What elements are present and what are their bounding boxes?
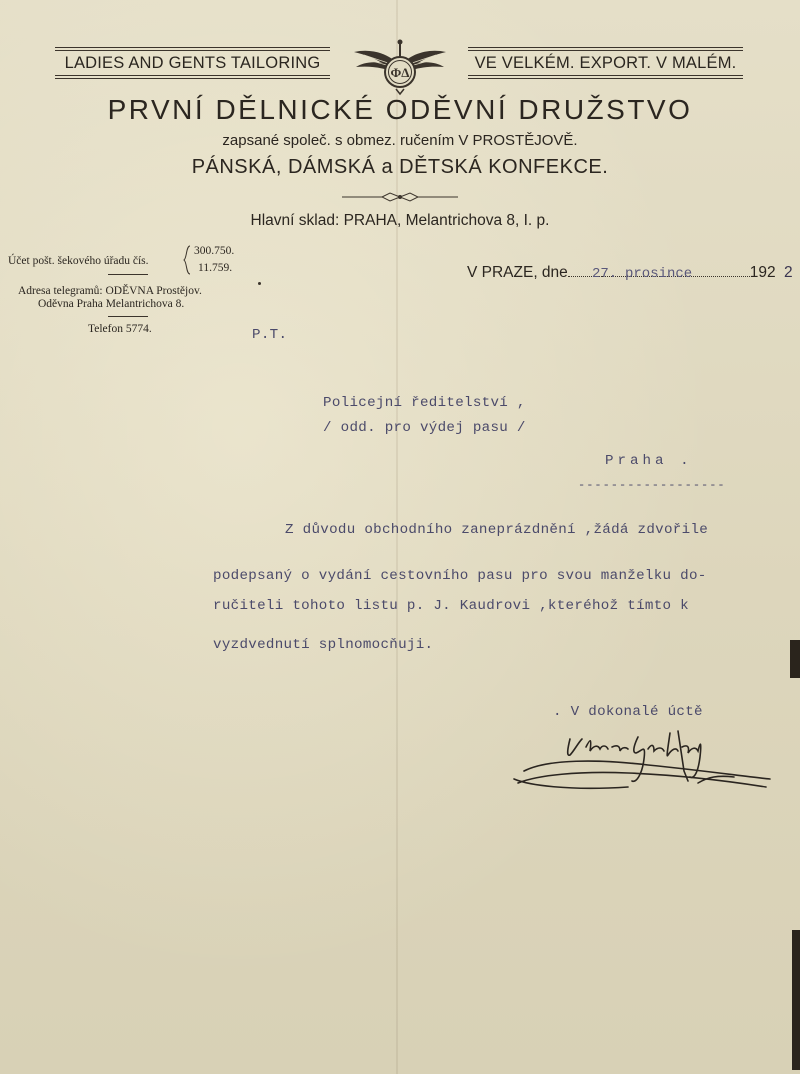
recipient-line-1: Policejní ředitelství ,	[323, 395, 526, 411]
telegram-address-2: Oděvna Praha Melantrichova 8.	[38, 298, 185, 310]
phone-number: Telefon 5774.	[88, 323, 152, 335]
body-line-1: Z důvodu obchodního zaneprázdnění ,žádá zdvořile	[285, 522, 709, 538]
date-line	[467, 264, 776, 282]
date-year-printed: 192	[749, 264, 776, 281]
divider-ornament-icon	[342, 190, 458, 204]
date-year-typed: 2	[784, 264, 793, 281]
company-name: PRVNÍ DĚLNICKÉ ODĚVNÍ DRUŽSTVO	[107, 94, 693, 125]
paper-edge-tear	[790, 640, 800, 678]
svg-text:ΦΔ: ΦΔ	[390, 65, 410, 80]
body-line-4: vyzdvednutí splnomocňuji.	[213, 637, 434, 653]
sidebar-divider	[108, 274, 148, 275]
registration-line: zapsané společ. s obmez. ručením V PROSTĚJOVĚ.	[222, 132, 578, 149]
postal-check-label: Účet pošt. šekového úřadu čís.	[8, 255, 149, 267]
paper-edge-tear	[792, 930, 800, 1070]
header-box-right: VE VELKÉM. EXPORT. V MALÉM.	[468, 47, 743, 79]
check-number-1: 300.750.	[194, 245, 235, 257]
handwritten-signature	[508, 725, 778, 803]
product-line: PÁNSKÁ, DÁMSKÁ a DĚTSKÁ KONFEKCE.	[191, 156, 609, 178]
telegram-address-1: Adresa telegramů: ODĚVNA Prostějov.	[18, 285, 202, 297]
recipient-line-2: / odd. pro výdej pasu /	[323, 420, 526, 436]
salutation: P.T.	[252, 327, 288, 343]
sidebar-divider	[108, 316, 148, 317]
check-number-2: 11.759.	[198, 262, 233, 274]
body-line-2: podepsaný o vydání cestovního pasu pro svou manželku do-	[213, 568, 707, 584]
winged-emblem-icon	[352, 36, 448, 96]
date-day: 27.	[592, 266, 618, 282]
warehouse-address: Hlavní sklad: PRAHA, Melantrichova 8, I. p.	[250, 212, 550, 229]
closing-line: . V dokonalé úctě	[553, 704, 703, 720]
body-line-3: ručiteli tohoto listu p. J. Kaudrovi ,kteréhož tímto k	[213, 598, 689, 614]
recipient-underline: ------------------	[578, 478, 726, 492]
date-month: prosince	[625, 266, 693, 282]
date-prefix: V PRAZE, dne	[467, 264, 568, 281]
ink-dot	[258, 282, 261, 285]
brace-icon	[182, 245, 192, 275]
header-box-left: LADIES AND GENTS TAILORING	[55, 47, 330, 79]
recipient-city: Praha .	[605, 453, 693, 469]
